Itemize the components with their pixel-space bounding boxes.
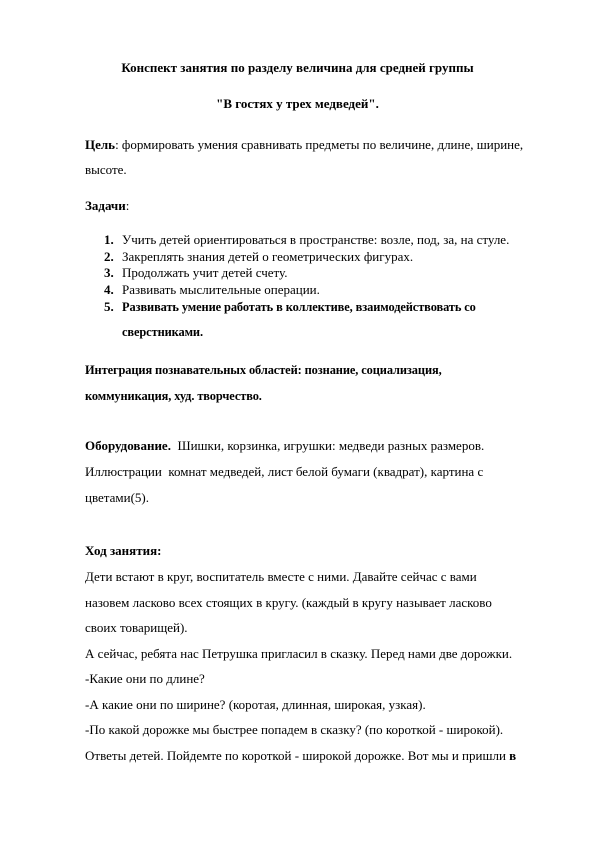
goal-label: Цель xyxy=(85,137,116,152)
tasks-label: Задачи xyxy=(85,198,126,213)
equipment-label: Оборудование. xyxy=(85,438,171,453)
course-line: -А какие они по ширине? (коротая, длинная, широкая, узкая). xyxy=(85,697,426,712)
course-line: -Какие они по длине? xyxy=(85,671,205,686)
task-number: 3. xyxy=(104,265,114,280)
task-number: 4. xyxy=(104,282,114,297)
equipment-text-cont: цветами(5). xyxy=(85,490,149,505)
course-line: Дети встают в круг, воспитатель вместе с ними. Давайте сейчас с вами xyxy=(85,569,477,584)
task-item: Продолжать учит детей счету. xyxy=(122,265,288,280)
task-number: 5. xyxy=(104,299,114,314)
task-item: Развивать умение работать в коллективе, взаимодействовать со xyxy=(122,300,476,314)
task-item: Учить детей ориентироваться в пространстве: возле, под, за, на стуле. xyxy=(122,232,510,247)
task-item: Развивать мыслительные операции. xyxy=(122,282,320,297)
task-item: Закреплять знания детей о геометрических фигурах. xyxy=(122,249,414,264)
tasks-heading: Задачи: xyxy=(85,198,130,213)
course-line: -По какой дорожке мы быстрее попадем в сказку? (по короткой - широкой). xyxy=(85,722,504,737)
equipment-text-cont: Иллюстрации комнат медведей, лист белой бумаги (квадрат), картина с xyxy=(85,464,484,479)
equipment-paragraph xyxy=(85,438,484,454)
equipment-text: Шишки, корзинка, игрушки: медведи разных размеров. xyxy=(170,438,485,453)
task-item-cont: сверстниками. xyxy=(122,325,203,339)
course-line-last: Ответы детей. Пойдемте по короткой - широкой дорожке. Вот мы и пришли в xyxy=(85,748,517,763)
goal-paragraph xyxy=(85,137,523,153)
course-heading: Ход занятия: xyxy=(85,543,162,558)
title-line-1: Конспект занятия по разделу величина для средней группы xyxy=(121,60,474,75)
course-line: своих товарищей). xyxy=(85,620,188,635)
integration-line-2: коммуникация, худ. творчество. xyxy=(85,389,262,403)
title-line-2: "В гостях у трех медведей". xyxy=(216,96,379,111)
course-line: назовем ласково всех стоящих в кругу. (каждый в кругу называет ласково xyxy=(85,595,492,610)
task-number: 2. xyxy=(104,249,114,264)
goal-text-cont: высоте. xyxy=(85,162,127,177)
goal-text: : формировать умения сравнивать предметы по величине, длине, ширине, xyxy=(115,137,524,152)
course-line: А сейчас, ребята нас Петрушка пригласил в сказку. Перед нами две дорожки. xyxy=(85,646,513,661)
integration-line-1: Интеграция познавательных областей: познание, социализация, xyxy=(85,363,442,377)
task-number: 1. xyxy=(104,232,114,247)
